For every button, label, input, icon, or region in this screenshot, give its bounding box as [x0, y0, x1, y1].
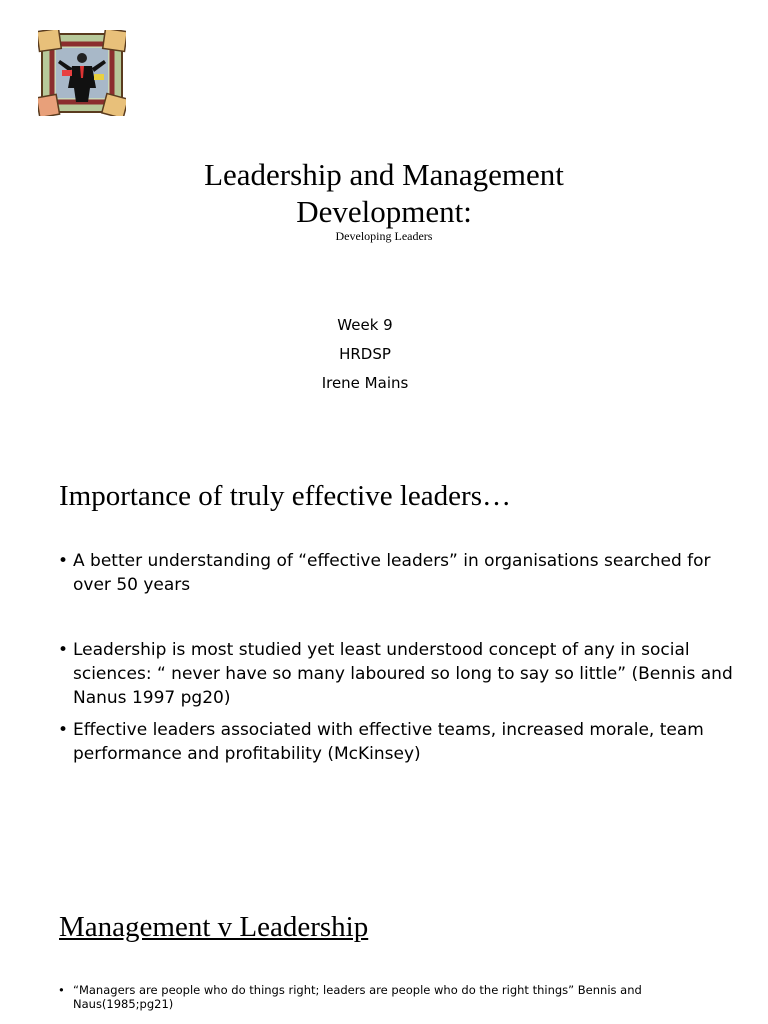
author-label: Irene Mains	[321, 374, 409, 392]
importance-slide	[0, 470, 768, 810]
bullet-item	[58, 983, 658, 1011]
bullet-marker: •	[58, 551, 69, 571]
slide-title-line-2: Development:	[296, 194, 472, 229]
bullet-item	[58, 549, 738, 597]
management-vs-leadership-slide	[0, 905, 768, 1024]
businessman-clipart-icon	[38, 30, 126, 116]
week-label: Week 9	[337, 316, 393, 334]
slide-subtitle: Developing Leaders	[335, 229, 433, 243]
slide-title-line-1: Leadership and Management	[204, 157, 564, 192]
presentation-details	[0, 313, 730, 400]
bullet-text: Effective leaders associated with effective teams, increased morale, team performance and profitability (McKinsey)	[73, 720, 704, 764]
course-label: HRDSP	[339, 345, 391, 363]
slide-title: Importance of truly effective leaders…	[59, 480, 511, 512]
bullet-marker: •	[58, 720, 69, 740]
title-slide	[0, 0, 768, 440]
bullet-marker: •	[58, 640, 69, 660]
slide-title	[0, 156, 768, 230]
bullet-item	[58, 638, 738, 710]
bullet-item	[58, 718, 738, 766]
bullet-text: A better understanding of “effective leaders” in organisations searched for over 50 years	[73, 551, 711, 595]
bullet-text: Leadership is most studied yet least understood concept of any in social sciences: “ never have so many laboured so long to say so little” (Bennis and Nanus 1997 pg20)	[73, 640, 733, 708]
slide-title: Management v Leadership	[59, 911, 369, 943]
bullet-marker: •	[58, 983, 65, 997]
bullet-text: “Managers are people who do things right; leaders are people who do the right things” Bennis and Naus(1985;pg21)	[73, 983, 642, 1011]
